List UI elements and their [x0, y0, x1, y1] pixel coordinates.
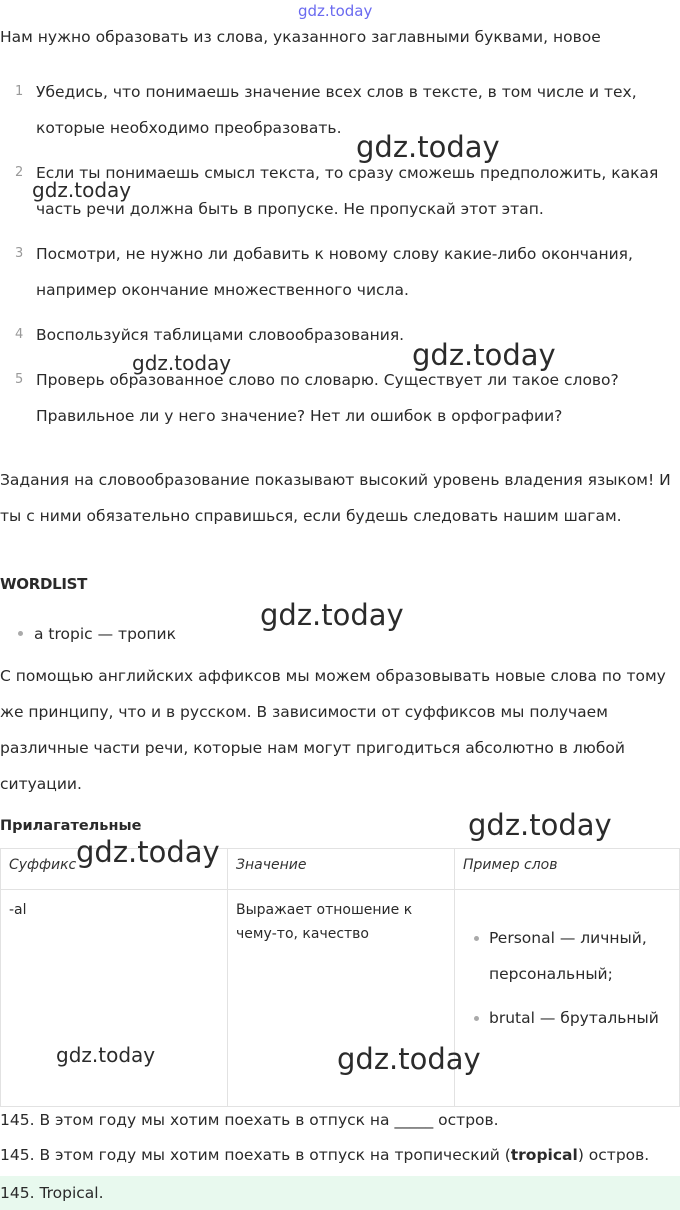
step-text: Проверь образованное слово по словарю. Существует ли такое слово? Правильное ли у него значение? Нет ли ошибок в орфографии?: [36, 371, 619, 425]
watermark: gdz.today: [337, 1042, 481, 1076]
wordlist-item: [0, 625, 176, 643]
step-text: Если ты понимаешь смысл текста, то сразу сможешь предположить, какая часть речи должна быть в пропуске. Не пропускай этот этап.: [36, 164, 659, 218]
example-item: Personal — личный, персональный;: [489, 920, 671, 992]
watermark: gdz.today: [32, 178, 132, 202]
solution-text-before: 145. В этом году мы хотим поехать в отпуск на тропический (: [0, 1146, 511, 1164]
watermark: gdz.today: [468, 808, 612, 842]
step-number: 3: [15, 246, 24, 261]
bullet-icon: [18, 631, 23, 636]
paragraph-affixes: С помощью английских аффиксов мы можем образовывать новые слова по тому же принципу, что и в русском. В зависимости от суффиксов мы получаем различные части речи, которые нам могут пригодиться абсолютно в любой ситуации.: [0, 667, 666, 793]
example-item: brutal — брутальный: [489, 1000, 671, 1036]
adjectives-table: [0, 848, 680, 1107]
adjectives-heading: Прилагательные: [0, 818, 142, 834]
step-number: 2: [15, 165, 24, 180]
list-item: [0, 155, 680, 227]
cell-suffix: -al: [1, 890, 228, 1107]
list-item: [0, 362, 680, 434]
step-text: Посмотри, не нужно ли добавить к новому слову какие-либо окончания, например окончание множественного числа.: [36, 245, 633, 299]
step-text: Убедись, что понимаешь значение всех слов в тексте, в том числе и тех, которые необходимо преобразовать.: [36, 83, 637, 137]
intro-text: Нам нужно образовать из слова, указанного заглавными буквами, новое: [0, 28, 601, 46]
list-item: [0, 317, 680, 353]
cell-meaning: Выражает отношение к чему-то, качество: [228, 890, 455, 1107]
exercise-solution: [0, 1146, 649, 1164]
solution-answer-word: tropical: [510, 1146, 578, 1164]
list-item: [0, 74, 680, 146]
step-text: Воспользуйся таблицами словообразования.: [36, 326, 405, 344]
table-header-row: [1, 849, 680, 890]
list-item: [0, 236, 680, 308]
wordlist-title: WORDLIST: [0, 575, 88, 593]
step-number: 5: [15, 372, 24, 387]
wordlist-item-text: a tropic — тропик: [34, 625, 176, 643]
paragraph-word-formation: Задания на словообразование показывают высокий уровень владения языком! И ты с ними обязательно справишься, если будешь следовать нашим шагам.: [0, 471, 671, 525]
watermark: gdz.today: [260, 598, 404, 632]
table-row: [1, 890, 680, 1107]
step-number: 1: [15, 84, 24, 99]
exercise-task: 145. В этом году мы хотим поехать в отпуск на _____ остров.: [0, 1111, 499, 1129]
step-number: 4: [15, 327, 24, 342]
watermark: gdz.today: [56, 1043, 156, 1067]
column-header-examples: Пример слов: [455, 849, 680, 890]
watermark-top: gdz.today: [298, 2, 373, 20]
cell-examples: [455, 890, 680, 1107]
watermark: gdz.today: [76, 835, 220, 869]
solution-text-after: ) остров.: [577, 1146, 650, 1164]
answer-text: 145. Tropical.: [0, 1184, 104, 1202]
steps-list: [0, 74, 680, 443]
watermark: gdz.today: [356, 130, 500, 164]
column-header-suffix: Суффикс: [1, 849, 228, 890]
column-header-meaning: Значение: [228, 849, 455, 890]
watermark: gdz.today: [412, 338, 556, 372]
watermark: gdz.today: [132, 351, 232, 375]
answer-bar: [0, 1176, 680, 1210]
